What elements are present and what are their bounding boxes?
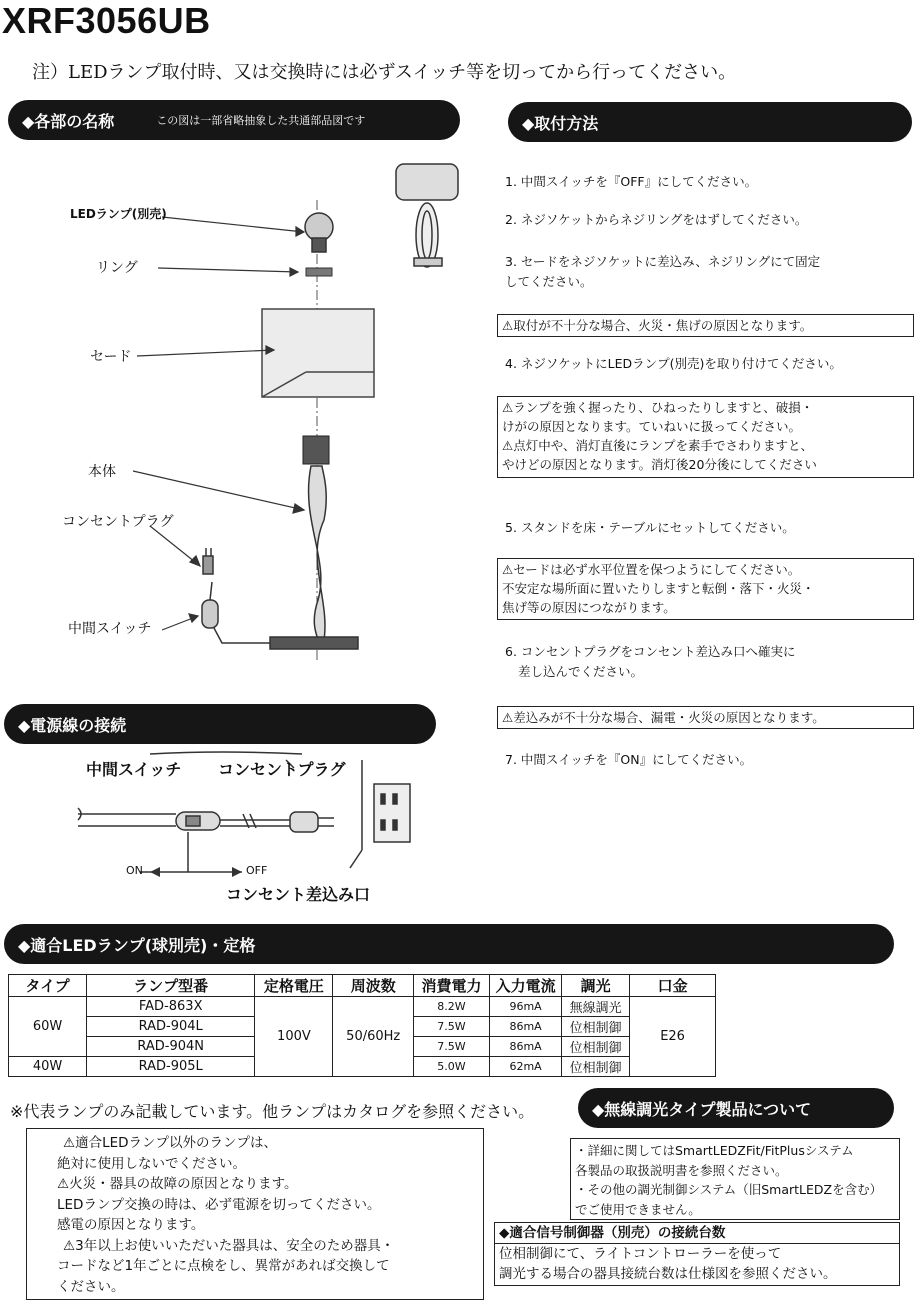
caution-box xyxy=(26,1128,484,1300)
caution-line: ください。 xyxy=(57,1278,125,1295)
cell-dimming: 位相制御 xyxy=(562,1057,630,1077)
cell-model: RAD-905L xyxy=(87,1057,255,1077)
label-led-lamp: LEDランプ(別売) xyxy=(70,207,167,221)
power-switch-label: 中間スイッチ xyxy=(86,760,182,779)
spec-table xyxy=(8,974,716,1077)
cell-current: 86mA xyxy=(490,1037,562,1057)
step-6: 6. コンセントプラグをコンセント差込み口へ確実に xyxy=(505,644,796,659)
controller-line: 調光する場合の器具接続台数は仕様図を参照ください。 xyxy=(499,1266,837,1282)
wireless-line: ・詳細に関してはSmartLEDZFit/FitPlusシステム xyxy=(575,1143,854,1158)
warning-2-line: ⚠ランプを強く握ったり、ひねったりしますと、破損・ xyxy=(502,400,814,415)
caution-line: 感電の原因となります。 xyxy=(57,1217,205,1233)
warning-2-line: やけどの原因となります。消灯後20分後にしてください xyxy=(502,457,817,472)
section-power-title: ◆電源線の接続 xyxy=(18,715,127,735)
cell-power: 8.2W xyxy=(413,997,489,1017)
install-note: 注）LEDランプ取付時、又は交換時には必ずスイッチ等を切ってから行ってください。 xyxy=(32,62,737,83)
power-plug-label: コンセントプラグ xyxy=(218,760,346,779)
cell-frequency: 50/60Hz xyxy=(333,997,413,1077)
reference-note: ※代表ランプのみ記載しています。他ランプはカタログを参照ください。 xyxy=(10,1102,535,1121)
warning-2-line: ⚠点灯中や、消灯直後にランプを素手でさわりますと、 xyxy=(502,438,813,453)
step-7: 7. 中間スイッチを『ON』にしてください。 xyxy=(505,752,753,767)
stand-body xyxy=(270,466,358,649)
header-dimming: 調光 xyxy=(562,975,630,997)
cell-current: 86mA xyxy=(490,1017,562,1037)
caution-line: 絶対に使用しないでください。 xyxy=(57,1155,246,1172)
step-3-cont: してください。 xyxy=(505,274,593,289)
cell-model: FAD-863X xyxy=(87,997,255,1017)
shade-part xyxy=(262,309,374,397)
header-lamp-model: ランプ型番 xyxy=(87,975,255,997)
header-current: 入力電流 xyxy=(490,975,562,997)
cell-model: RAD-904L xyxy=(87,1017,255,1037)
step-6-cont: 差し込んでください。 xyxy=(518,664,644,679)
controller-line: 位相制御にて、ライトコントローラーを使って xyxy=(499,1246,782,1262)
section-parts-title: ◆各部の名称 xyxy=(22,111,115,131)
cord xyxy=(202,548,270,643)
cell-power: 7.5W xyxy=(413,1017,489,1037)
cell-current: 96mA xyxy=(490,997,562,1017)
header-power: 消費電力 xyxy=(413,975,489,997)
caution-line: コードなど1年ごとに点検をし、異常があれば交換して xyxy=(57,1258,390,1274)
cell-type-40w: 40W xyxy=(9,1057,87,1077)
controller-title: ◆適合信号制御器（別売）の接続台数 xyxy=(495,1223,899,1244)
label-switch: 中間スイッチ xyxy=(68,621,152,637)
cell-dimming: 位相制御 xyxy=(562,1017,630,1037)
caution-line: ⚠火災・器具の故障の原因となります。 xyxy=(57,1176,298,1192)
cell-power: 7.5W xyxy=(413,1037,489,1057)
label-ring: リング xyxy=(96,260,138,276)
label-shade: セード xyxy=(90,349,132,365)
led-bulb xyxy=(305,213,333,252)
warning-1: ⚠取付が不十分な場合、火災・焦げの原因となります。 xyxy=(497,314,914,337)
warning-4: ⚠差込みが不十分な場合、漏電・火災の原因となります。 xyxy=(497,706,914,729)
table-row xyxy=(9,997,716,1017)
section-install-title: ◆取付方法 xyxy=(522,113,599,133)
header-type: タイプ xyxy=(9,975,87,997)
warning-2-line: けがの原因となります。ていねいに扱ってください。 xyxy=(502,419,802,434)
cell-base: E26 xyxy=(630,997,716,1077)
step-4: 4. ネジソケットにLEDランプ(別売)を取り付けてください。 xyxy=(505,356,842,371)
cell-dimming: 無線調光 xyxy=(562,997,630,1017)
wireless-info-box xyxy=(570,1138,900,1220)
socket-part xyxy=(303,436,329,464)
wireless-line: 各製品の取扱説明書を参照ください。 xyxy=(575,1162,788,1178)
section-parts-subtitle: この図は一部省略抽象した共通部品図です xyxy=(156,114,366,127)
header-voltage: 定格電圧 xyxy=(255,975,333,997)
caution-line: LEDランプ交換の時は、必ず電源を切ってください。 xyxy=(57,1196,381,1213)
label-plug: コンセントプラグ xyxy=(62,514,174,530)
wireless-line: でご使用できません。 xyxy=(575,1201,701,1217)
spec-table-header-row xyxy=(9,975,716,997)
lamp-thumbnail xyxy=(396,164,458,267)
power-on-label: ON xyxy=(126,864,143,877)
wireless-line: ・その他の調光制御システム（旧SmartLEDZを含む） xyxy=(575,1182,883,1197)
model-number: XRF3056UB xyxy=(2,0,211,41)
warning-3-line: 不安定な場所面に置いたりしますと転倒・落下・火災・ xyxy=(502,581,815,596)
section-wireless-title: ◆無線調光タイプ製品について xyxy=(592,1099,812,1119)
cell-model: RAD-904N xyxy=(87,1037,255,1057)
caution-line: ⚠3年以上お使いいただいた器具は、安全のため器具・ xyxy=(63,1237,395,1254)
step-2: 2. ネジソケットからネジリングをはずしてください。 xyxy=(505,212,808,227)
cell-voltage: 100V xyxy=(255,997,333,1077)
label-body: 本体 xyxy=(88,464,116,480)
caution-line: ⚠適合LEDランプ以外のランプは、 xyxy=(63,1135,278,1151)
power-off-label: OFF xyxy=(246,864,268,877)
warning-2 xyxy=(497,396,914,478)
step-5: 5. スタンドを床・テーブルにセットしてください。 xyxy=(505,520,795,535)
warning-3 xyxy=(497,558,914,620)
header-base: 口金 xyxy=(630,975,716,997)
cell-type-60w: 60W xyxy=(9,997,87,1057)
ring-part xyxy=(306,268,332,276)
section-lamp-title: ◆適合LEDランプ(球別売)・定格 xyxy=(18,935,256,955)
controller-box xyxy=(494,1222,900,1286)
warning-3-line: 焦げ等の原因につながります。 xyxy=(502,600,676,615)
step-3: 3. セードをネジソケットに差込み、ネジリングにて固定 xyxy=(505,254,821,269)
cell-dimming: 位相制御 xyxy=(562,1037,630,1057)
step-1: 1. 中間スイッチを『OFF』にしてください。 xyxy=(505,174,758,189)
cell-power: 5.0W xyxy=(413,1057,489,1077)
warning-3-line: ⚠セードは必ず水平位置を保つようにしてください。 xyxy=(502,562,801,577)
cell-current: 62mA xyxy=(490,1057,562,1077)
outlet-label: コンセント差込み口 xyxy=(226,885,371,904)
header-frequency: 周波数 xyxy=(333,975,413,997)
